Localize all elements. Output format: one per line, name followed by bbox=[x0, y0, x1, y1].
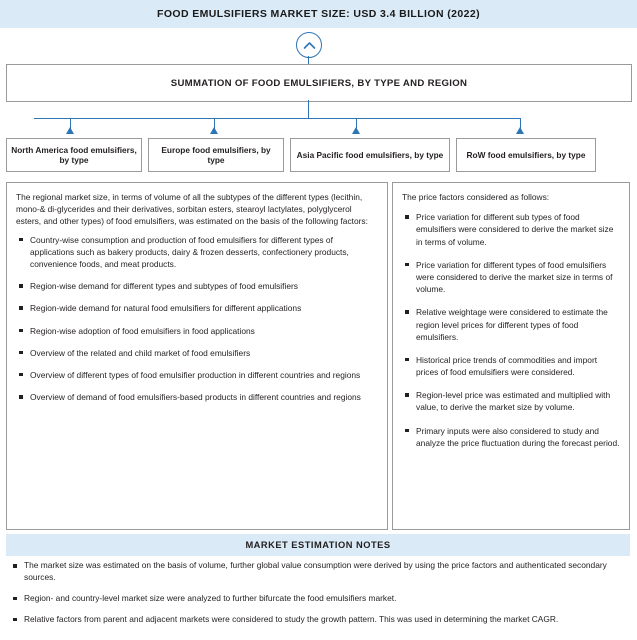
list-item: Region- and country-level market size were analyzed to further bifurcate the food emulsifiers market. bbox=[10, 593, 634, 605]
list-item: Region-wise adoption of food emulsifiers in food applications bbox=[16, 325, 378, 337]
region-label-asia-pacific: Asia Pacific food emulsifiers, by type bbox=[296, 149, 444, 160]
summation-label: SUMMATION OF FOOD EMULSIFIERS, BY TYPE AND REGION bbox=[170, 77, 468, 89]
market-estimation-notes-header bbox=[6, 534, 630, 556]
list-item: Region-wise demand for different types and subtypes of food emulsifiers bbox=[16, 280, 378, 292]
list-item: The market size was estimated on the basis of volume, further global value consumption were derived by using the price factors and authenticated secondary sources. bbox=[10, 560, 634, 584]
region-box-row bbox=[456, 138, 596, 172]
list-item: Overview of the related and child market of food emulsifiers bbox=[16, 347, 378, 359]
connector-bus bbox=[34, 118, 521, 119]
notes-title: MARKET ESTIMATION NOTES bbox=[245, 540, 391, 550]
region-label-north-america: North America food emulsifiers, by type bbox=[11, 144, 137, 165]
price-factors-panel bbox=[392, 182, 630, 530]
chevron-up-icon bbox=[303, 41, 316, 50]
notes-list bbox=[10, 560, 634, 626]
page-title: FOOD EMULSIFIERS MARKET SIZE: USD 3.4 BILLION (2022) bbox=[157, 8, 480, 20]
list-item: Price variation for different types of food emulsifiers were considered to derive the market size in terms of volume. bbox=[402, 259, 620, 296]
region-box-europe bbox=[148, 138, 284, 172]
arrow-up-icon-4 bbox=[516, 127, 524, 134]
badge-connector-line bbox=[308, 56, 309, 64]
region-box-north-america bbox=[6, 138, 142, 172]
market-estimation-notes-body bbox=[10, 560, 634, 635]
list-item: Country-wise consumption and production of food emulsifiers for different types of applications such as bakery products, dairy & frozen desserts, confectionery products, convenience foods, and meat products. bbox=[16, 234, 378, 271]
volume-factors-list bbox=[16, 234, 378, 404]
arrow-up-icon-2 bbox=[210, 127, 218, 134]
region-label-row: RoW food emulsifiers, by type bbox=[466, 149, 586, 160]
list-item: Relative factors from parent and adjacent markets were considered to study the growth pattern. This was used in determining the market CAGR. bbox=[10, 614, 634, 626]
list-item: Region-wide demand for natural food emulsifiers for different applications bbox=[16, 302, 378, 314]
region-label-europe: Europe food emulsifiers, by type bbox=[161, 144, 271, 165]
price-factors-lead: The price factors considered as follows: bbox=[402, 192, 550, 202]
list-item: Relative weightage were considered to estimate the region level prices for different types of food emulsifiers. bbox=[402, 306, 620, 343]
volume-factors-lead: The regional market size, in terms of volume of all the subtypes of the different types (lecithin, mono-& di-glycerides and their derivatives, sorbitan esters, stearoyl lactylates, polyglycerol esters, and other types) of food emulsifiers, was estimated on the basis of the following factors: bbox=[16, 192, 368, 227]
arrow-up-icon-3 bbox=[352, 127, 360, 134]
list-item: Overview of demand of food emulsifiers-based products in different countries and regions bbox=[16, 391, 378, 403]
region-box-asia-pacific bbox=[290, 138, 450, 172]
list-item: Historical price trends of commodities and import prices of food emulsifiers were considered. bbox=[402, 354, 620, 378]
chevron-up-badge bbox=[296, 32, 322, 58]
list-item: Overview of different types of food emulsifier production in different countries and regions bbox=[16, 369, 378, 381]
list-item: Price variation for different sub types of food emulsifiers were considered to derive the market size in terms of volume. bbox=[402, 211, 620, 248]
connector-stem bbox=[308, 100, 309, 118]
arrow-up-icon-1 bbox=[66, 127, 74, 134]
volume-factors-panel bbox=[6, 182, 388, 530]
list-item: Primary inputs were also considered to study and analyze the price fluctuation during the forecast period. bbox=[402, 425, 620, 449]
list-item: Region-level price was estimated and multiplied with value, to derive the market size by volume. bbox=[402, 389, 620, 413]
summation-box bbox=[6, 64, 632, 102]
page-title-bar bbox=[0, 0, 637, 28]
price-factors-list bbox=[402, 211, 620, 449]
